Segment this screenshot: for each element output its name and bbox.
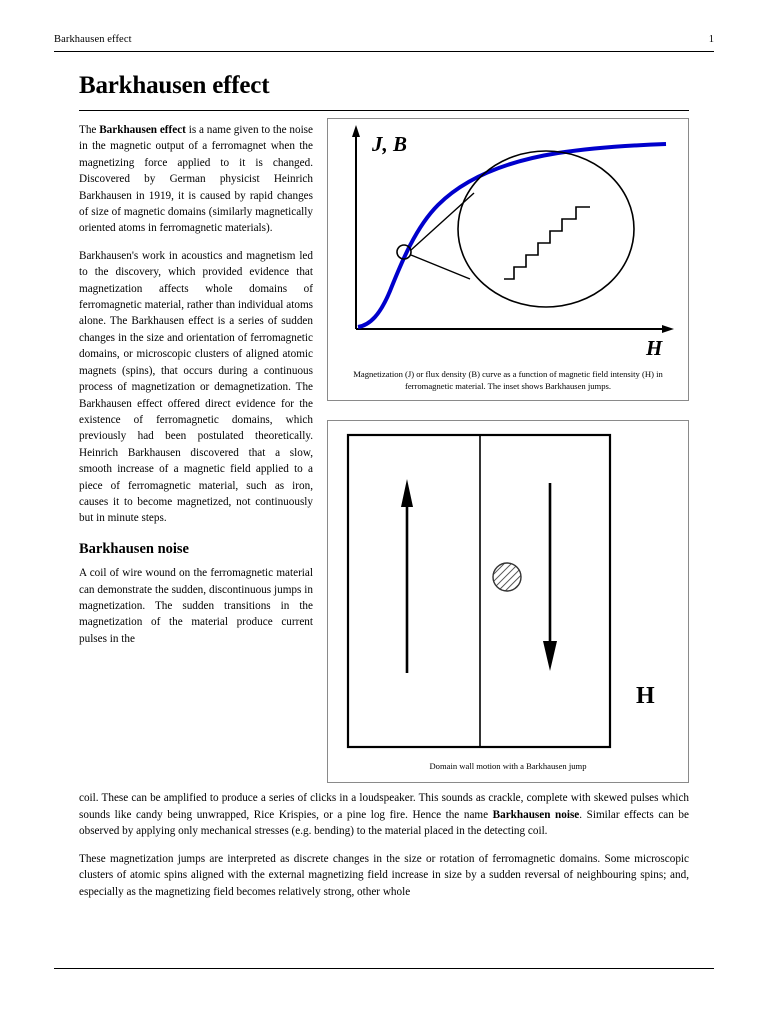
magnetization-curve-graphic xyxy=(328,119,688,364)
footer-divider xyxy=(54,968,714,969)
axis-label-x: H xyxy=(646,336,663,360)
page-number: 1 xyxy=(708,34,714,45)
figure-domain-wall-motion xyxy=(327,420,689,783)
figure-magnetization-curve xyxy=(327,118,689,401)
field-label-h: H xyxy=(636,683,655,709)
paragraph-intro: The Barkhausen effect is a name given to the noise in the magnetic output of a ferromagnet when the magnetizing force applied to it is changed. Discovered by German physicist Heinrich Barkhausen in 1919, it is caused by rapid changes of size of magnetic domains (similarly magnetically oriented atoms in ferromagnetic materials). xyxy=(79,124,313,235)
paragraph-noise-col: A coil of wire wound on the ferromagnetic material can demonstrate the sudden, discontinuous jumps in magnetization. The sudden transitions in the magnetization of the material produce current pulses in the xyxy=(79,567,313,645)
figure-caption: Magnetization (J) or flux density (B) curve as a function of magnetic field intensity (H) in ferromagnetic material. The inset shows Barkhausen jumps. xyxy=(353,369,663,391)
domain-wall-graphic xyxy=(328,421,688,756)
running-header xyxy=(54,34,714,45)
paragraph-history: Barkhausen's work in acoustics and magnetism led to the discovery, which provided evidence that magnetization affects whole domains of ferromagnetic material, rather than individual atoms alone. The Barkhausen effect is a series of sudden changes in the size and orientation of ferromagnetic domains, or microscopic clusters of aligned atomic magnets (spins), that occurs during a continuous process of magnetization or demagnetization. The Barkhausen effect offered direct evidence for the existence of ferromagnetic domains, which previously had been postulated theoretically. Heinrich Barkhausen discovered that a slow, smooth increase of a magnetic field applied to a piece of ferromagnetic material, such as iron, causes it to become magnetized, not continuously but in minute steps. xyxy=(79,249,313,525)
paragraph-coil: coil. These can be amplified to produce a series of clicks in a loudspeaker. This sounds as crackle, complete with skewed pulses which sounds like candy being unwrapped, Rice Krispies, or a pine log fire. Hence the name Barkhausen noise. Similar effects can be observed by applying only mechanical stresses (e.g. bending) to the material placed in the detecting coil. xyxy=(79,792,689,838)
axis-label-y: J, B xyxy=(372,132,408,156)
paragraph-jumps: These magnetization jumps are interpreted as discrete changes in the size or rotation of ferromagnetic domains. Some microscopic clusters of atomic spins aligned with the external magnetizing field increase in size by a sudden reversal of neighbouring spins; and, especially as the magnetizing field becomes relatively strong, other whole xyxy=(79,852,689,898)
page-title: Barkhausen effect xyxy=(79,72,270,99)
title-divider xyxy=(79,110,689,111)
running-header-title: Barkhausen effect xyxy=(54,34,132,45)
body-left-column xyxy=(79,122,313,658)
body-full-width xyxy=(79,790,689,901)
figure-caption: Domain wall motion with a Barkhausen jump xyxy=(429,760,587,771)
header-divider xyxy=(54,51,714,52)
section-heading-barkhausen-noise: Barkhausen noise xyxy=(79,540,189,557)
